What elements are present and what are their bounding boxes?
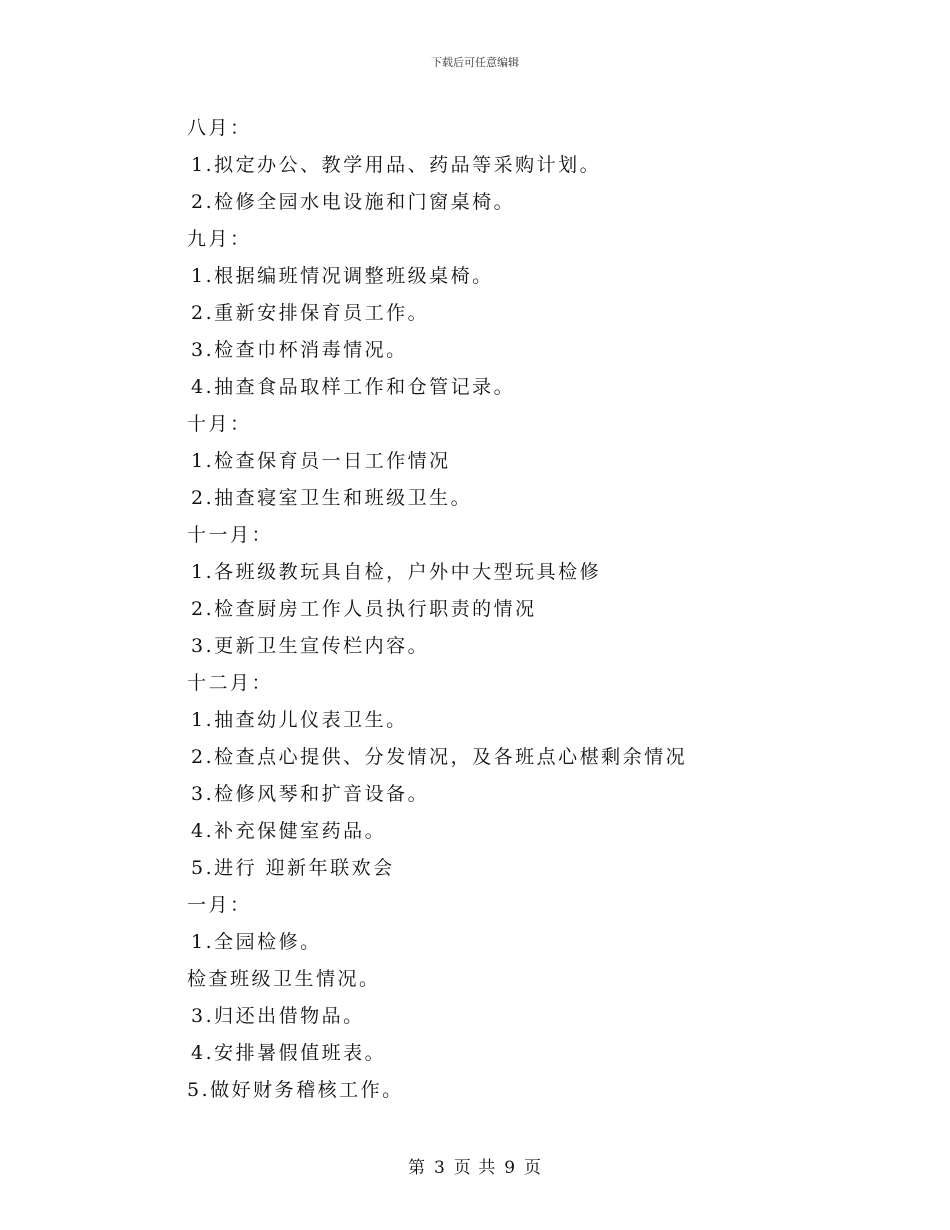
section-heading: 九月：: [187, 228, 252, 250]
list-item: 3.检查巾杯消毒情况。: [191, 339, 408, 361]
list-item: 1.检查保育员一日工作情况: [191, 450, 451, 472]
section-heading: 5.做好财务稽核工作。: [187, 1079, 404, 1101]
list-item: 4.补充保健室药品。: [191, 820, 387, 842]
page-footer: [0, 1153, 950, 1178]
footer-suffix: 页: [524, 1158, 543, 1178]
list-item: 2.检查厨房工作人员执行职责的情况: [191, 598, 537, 620]
section-heading: 十一月：: [187, 524, 274, 546]
list-item: 4.安排暑假值班表。: [191, 1042, 387, 1064]
list-item: 1.全园检修。: [191, 931, 322, 953]
footer-total-pages: 9: [504, 1158, 517, 1178]
footer-current-page: 3: [433, 1158, 446, 1178]
list-item: 5.进行 迎新年联欢会: [191, 857, 395, 879]
section-heading: 八月：: [187, 117, 252, 139]
footer-prefix: 第: [407, 1158, 426, 1178]
list-item: 1.拟定办公、教学用品、药品等采购计划。: [191, 154, 602, 176]
list-item: 1.各班级教玩具自检，户外中大型玩具检修: [191, 561, 602, 583]
list-item: 3.更新卫生宣传栏内容。: [191, 635, 430, 657]
section-heading: 检查班级卫生情况。: [187, 968, 381, 990]
section-heading: 十月：: [187, 413, 252, 435]
list-item: 1.抽查幼儿仪表卫生。: [191, 709, 408, 731]
list-item: 4.抽查食品取样工作和仓管记录。: [191, 376, 516, 398]
list-item: 1.根据编班情况调整班级桌椅。: [191, 265, 494, 287]
list-item: 2.抽查寝室卫生和班级卫生。: [191, 487, 473, 509]
list-item: 2.检修全园水电设施和门窗桌椅。: [191, 191, 516, 213]
list-item: 3.检修风琴和扩音设备。: [191, 783, 430, 805]
section-heading: 一月：: [187, 894, 252, 916]
list-item: 2.重新安排保育员工作。: [191, 302, 430, 324]
list-item: 2.检查点心提供、分发情况，及各班点心椹剩余情况: [191, 746, 688, 768]
document-body: [187, 110, 787, 1109]
page-header-note: 下载后可任意编辑: [431, 56, 519, 69]
list-item: 3.归还出借物品。: [191, 1005, 365, 1027]
footer-middle: 页 共: [453, 1158, 497, 1178]
section-heading: 十二月：: [187, 672, 274, 694]
